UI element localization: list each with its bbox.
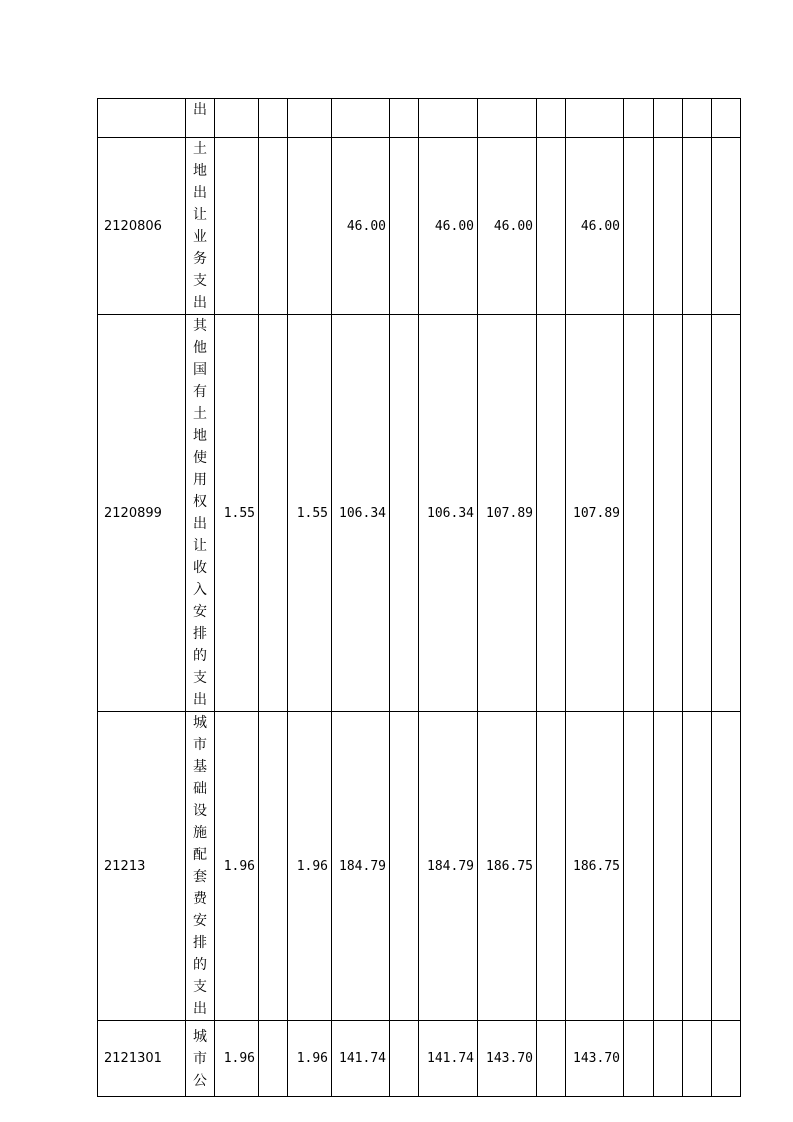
cell-value: 106.34	[419, 315, 478, 712]
cell-value: 143.70	[478, 1021, 537, 1097]
cell-value: 1.55	[215, 315, 259, 712]
cell-value: 46.00	[478, 138, 537, 315]
cell-value: 1.96	[215, 1021, 259, 1097]
table-row	[98, 138, 741, 315]
cell-value	[683, 315, 712, 712]
cell-value: 107.89	[478, 315, 537, 712]
cell-value	[259, 1021, 288, 1097]
cell-value	[537, 315, 566, 712]
cell-value	[712, 315, 741, 712]
cell-value: 143.70	[566, 1021, 624, 1097]
cell-value: 186.75	[478, 712, 537, 1021]
cell-value	[624, 138, 654, 315]
row-name	[186, 99, 215, 138]
cell-value: 1.96	[288, 1021, 332, 1097]
cell-value	[390, 315, 419, 712]
cell-value: 1.55	[288, 315, 332, 712]
row-name	[186, 138, 215, 315]
cell-value: 107.89	[566, 315, 624, 712]
cell-value	[537, 138, 566, 315]
cell-value: 1.96	[288, 712, 332, 1021]
cell-value: 186.75	[566, 712, 624, 1021]
table-row	[98, 99, 741, 138]
cell-value	[419, 99, 478, 138]
cell-value	[712, 1021, 741, 1097]
cell-value	[259, 138, 288, 315]
cell-value	[259, 712, 288, 1021]
row-name-text: 其他国有土地使用权出让收入安排的支出	[193, 318, 207, 708]
cell-value	[288, 138, 332, 315]
cell-value	[654, 99, 683, 138]
cell-value	[712, 138, 741, 315]
cell-value: 184.79	[419, 712, 478, 1021]
cell-value: 106.34	[332, 315, 390, 712]
cell-value	[390, 99, 419, 138]
table-row	[98, 315, 741, 712]
row-name	[186, 315, 215, 712]
row-code: 21213	[98, 712, 186, 1021]
table-row	[98, 712, 741, 1021]
cell-value	[215, 99, 259, 138]
cell-value	[332, 99, 390, 138]
cell-value	[390, 1021, 419, 1097]
cell-value	[390, 712, 419, 1021]
row-name-text: 城市基础设施配套费安排的支出	[193, 715, 207, 1017]
cell-value	[624, 1021, 654, 1097]
cell-value	[288, 99, 332, 138]
row-name-text: 土地出让业务支出	[193, 141, 207, 311]
row-name	[186, 1021, 215, 1097]
table-row	[98, 1021, 741, 1097]
cell-value	[683, 1021, 712, 1097]
cell-value	[259, 99, 288, 138]
cell-value: 1.96	[215, 712, 259, 1021]
cell-value	[537, 1021, 566, 1097]
cell-value	[259, 315, 288, 712]
cell-value	[654, 315, 683, 712]
cell-value	[215, 138, 259, 315]
cell-value	[654, 712, 683, 1021]
cell-value	[478, 99, 537, 138]
cell-value: 141.74	[332, 1021, 390, 1097]
cell-value	[624, 99, 654, 138]
cell-value	[537, 99, 566, 138]
cell-value: 184.79	[332, 712, 390, 1021]
cell-value	[624, 315, 654, 712]
row-name-text: 出	[193, 102, 207, 118]
cell-value	[683, 712, 712, 1021]
row-name	[186, 712, 215, 1021]
row-code	[98, 99, 186, 138]
row-code: 2120806	[98, 138, 186, 315]
cell-value	[683, 138, 712, 315]
cell-value: 46.00	[332, 138, 390, 315]
cell-value: 141.74	[419, 1021, 478, 1097]
cell-value: 46.00	[566, 138, 624, 315]
row-code: 2120899	[98, 315, 186, 712]
row-code: 2121301	[98, 1021, 186, 1097]
cell-value	[537, 712, 566, 1021]
cell-value	[566, 99, 624, 138]
cell-value	[683, 99, 712, 138]
cell-value	[712, 99, 741, 138]
cell-value	[712, 712, 741, 1021]
row-name-text: 城市公	[193, 1028, 207, 1089]
cell-value	[654, 1021, 683, 1097]
cell-value: 46.00	[419, 138, 478, 315]
cell-value	[624, 712, 654, 1021]
budget-expenditure-table	[97, 98, 741, 1097]
cell-value	[390, 138, 419, 315]
cell-value	[654, 138, 683, 315]
